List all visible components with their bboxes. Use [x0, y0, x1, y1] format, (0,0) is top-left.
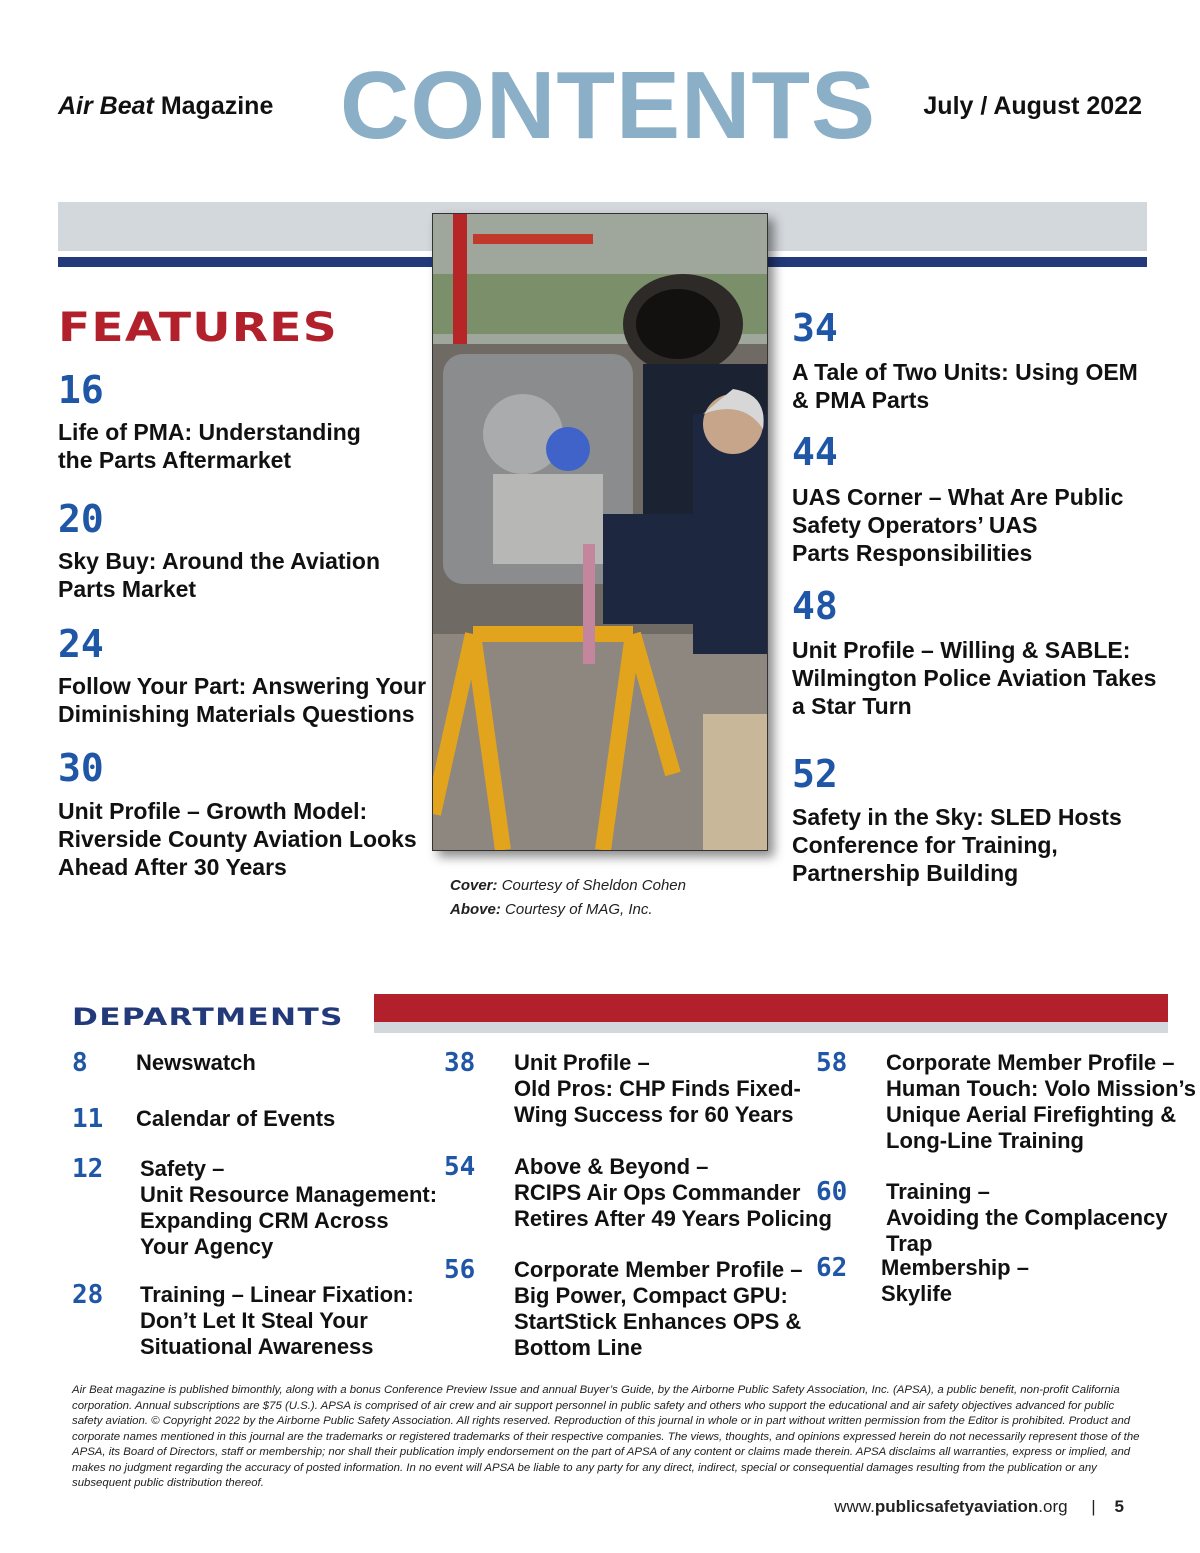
website-link[interactable]: www.publicsafetyaviation.org [834, 1497, 1068, 1516]
footer-separator: | [1091, 1497, 1096, 1516]
department-link[interactable]: Calendar of Events [136, 1106, 336, 1131]
feature-link[interactable]: A Tale of Two Units: Using OEM & PMA Parts [792, 359, 1138, 413]
page-title: CONTENTS [340, 52, 876, 159]
department-link[interactable]: Above & Beyond – RCIPS Air Ops Commander Retires After 49 Years Policing [514, 1154, 832, 1231]
departments-red-bar [374, 994, 1168, 1022]
engine-photo [432, 213, 768, 851]
department-page-number: 60 [816, 1177, 848, 1207]
department-page-number: 38 [444, 1048, 476, 1078]
feature-page-number: 44 [792, 430, 838, 474]
feature-link[interactable]: Follow Your Part: Answering Your Diminishing Materials Questions [58, 673, 427, 727]
page-number: 5 [1114, 1497, 1124, 1516]
issue-date: July / August 2022 [923, 92, 1142, 120]
departments-heading: DEPARTMENTS [72, 1003, 344, 1031]
feature-page-number: 30 [58, 746, 104, 790]
department-page-number: 12 [72, 1154, 104, 1184]
feature-link[interactable]: Sky Buy: Around the Aviation Parts Market [58, 548, 381, 602]
feature-link[interactable]: Unit Profile – Growth Model: Riverside County Aviation Looks Ahead After 30 Years [58, 798, 417, 880]
departments-grey-bar [374, 1022, 1168, 1033]
department-page-number: 56 [444, 1255, 476, 1285]
department-link[interactable]: Safety – Unit Resource Management: Expanding CRM Across Your Agency [140, 1156, 438, 1259]
department-link[interactable]: Newswatch [136, 1050, 256, 1075]
department-link[interactable]: Membership – Skylife [881, 1255, 1029, 1306]
engine-photo-illustration [433, 214, 767, 850]
department-link[interactable]: Corporate Member Profile – Human Touch: Volo Mission’s Unique Aerial Firefighting & Long-Line Training [886, 1050, 1197, 1153]
cover-credit: Cover: Courtesy of Sheldon Cohen [450, 877, 686, 894]
department-page-number: 8 [72, 1048, 88, 1078]
department-page-number: 28 [72, 1280, 104, 1310]
department-page-number: 11 [72, 1104, 104, 1134]
department-link[interactable]: Training – Linear Fixation: Don’t Let It Steal Your Situational Awareness [140, 1282, 414, 1359]
department-link[interactable]: Corporate Member Profile – Big Power, Compact GPU: StartStick Enhances OPS & Bottom Line [514, 1257, 803, 1360]
photo-credit: Above: Courtesy of MAG, Inc. [450, 901, 653, 918]
feature-link[interactable]: Safety in the Sky: SLED Hosts Conference for Training, Partnership Building [792, 804, 1122, 886]
department-page-number: 54 [444, 1152, 476, 1182]
feature-page-number: 20 [58, 497, 104, 541]
feature-page-number: 48 [792, 584, 838, 628]
publication-disclaimer: Air Beat magazine is published bimonthly, along with a bonus Conference Preview Issue and annual Buyer’s Guide, by the Airborne Public Safety Association, Inc. (APSA), a public benefit, non-profit California corporation. Annual subscriptions are $75 (U.S.). APSA is comprised of air crew and air support personnel in public safety and others who support the educational and air safety objectives advanced for public safety aviation. © Copyright 2022 by the Airborne Public Safety Association. All rights reserved. Reproduction of this journal in whole or in part without written permission from the Editor is prohibited. Product and corporate names mentioned in this journal are the trademarks or registered trademarks of their respective companies. The views, thoughts, and opinions expressed herein do not necessarily represent those of the APSA, its Board of Directors, staff or membership; nor shall their publication imply endorsement on the part of APSA of any content or claims made therein. APSA disclaims all warranties, express or implied, and makes no judgment regarding the accuracy of posted information. In no event will APSA be liable to any party for any direct, indirect, special or consequential damages resulting from the publication or any subsequent public distribution thereof. [72, 1384, 1140, 1489]
feature-page-number: 24 [58, 622, 104, 666]
magazine-name: Air Beat Magazine [58, 92, 274, 120]
department-page-number: 62 [816, 1253, 848, 1283]
feature-page-number: 52 [792, 752, 838, 796]
department-link[interactable]: Training – Avoiding the Complacency Trap [886, 1179, 1168, 1256]
department-page-number: 58 [816, 1048, 848, 1078]
department-link[interactable]: Unit Profile – Old Pros: CHP Finds Fixed- Wing Success for 60 Years [514, 1050, 801, 1127]
feature-link[interactable]: Life of PMA: Understanding the Parts Aftermarket [58, 419, 361, 473]
feature-link[interactable]: UAS Corner – What Are Public Safety Operators’ UAS Parts Responsibilities [792, 484, 1124, 566]
features-heading: FEATURES [58, 305, 338, 351]
feature-link[interactable]: Unit Profile – Willing & SABLE: Wilmington Police Aviation Takes a Star Turn [792, 637, 1157, 719]
page-footer [834, 1497, 1124, 1517]
feature-page-number: 16 [58, 368, 104, 412]
feature-page-number: 34 [792, 306, 838, 350]
